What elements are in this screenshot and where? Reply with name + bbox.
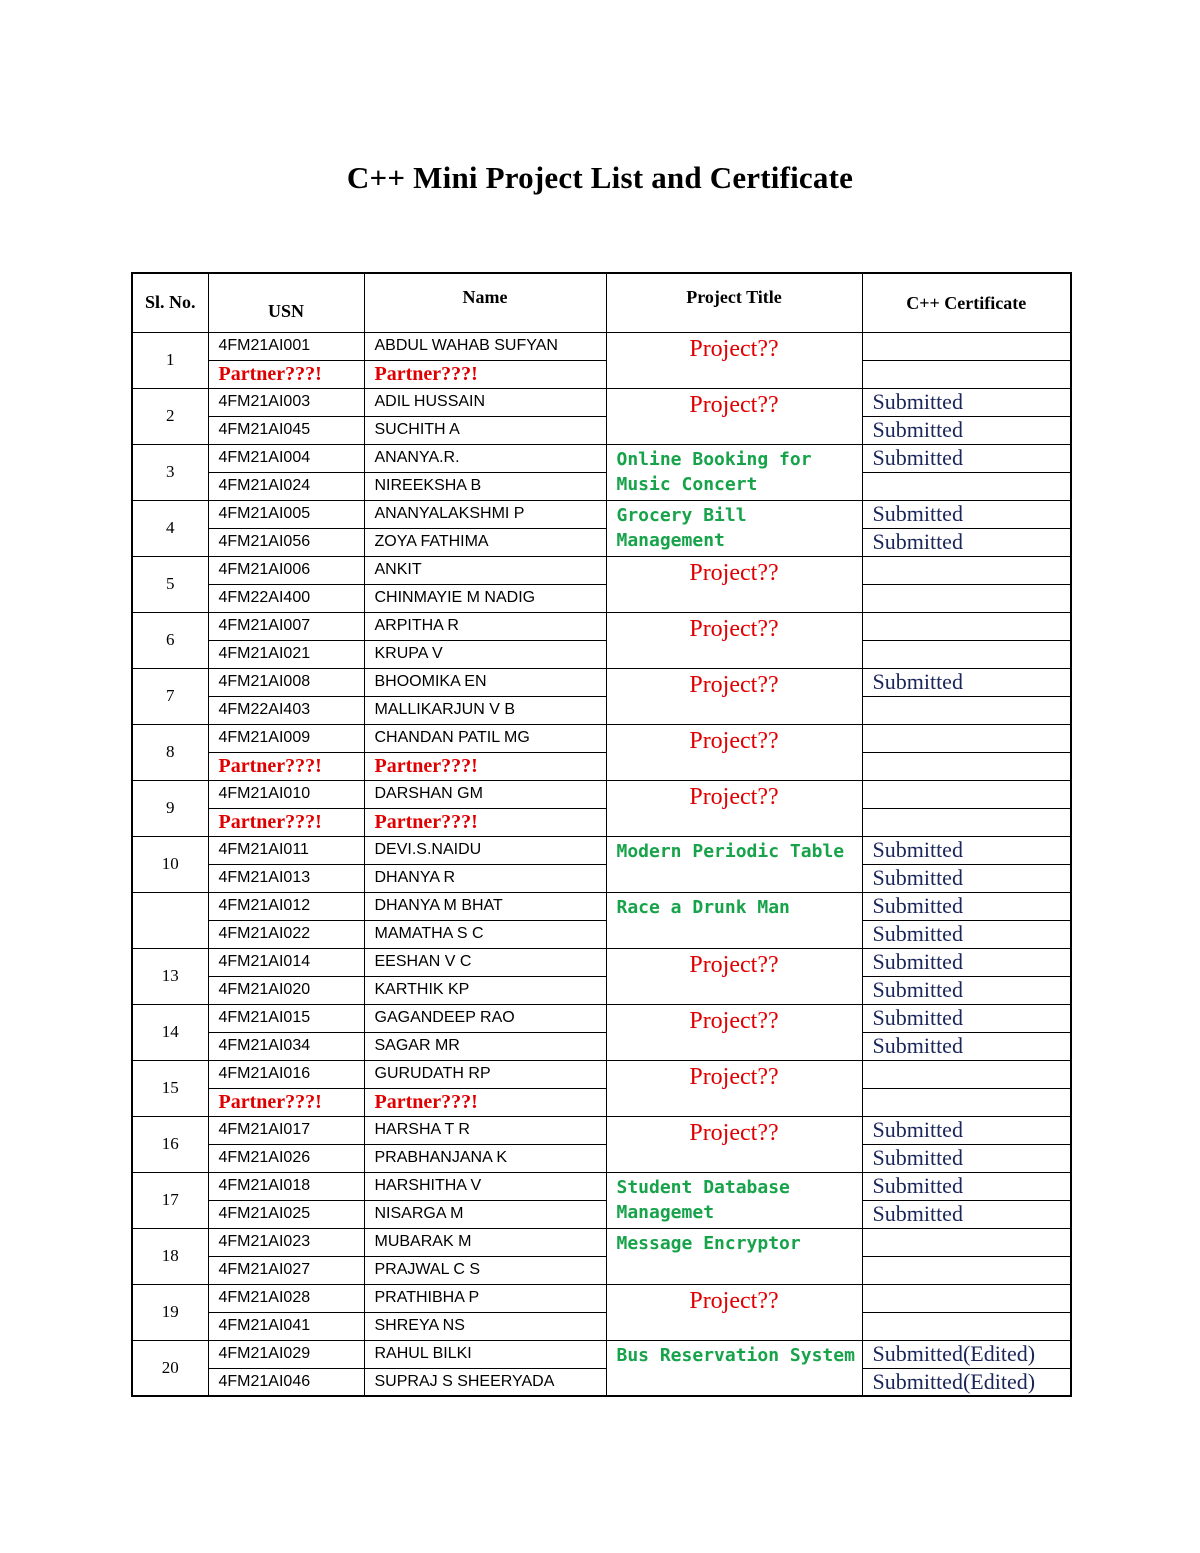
table-header-row [132, 273, 1071, 332]
project-title-cell [606, 612, 862, 668]
name-cell: SUCHITH A [364, 416, 606, 444]
project-title-cell [606, 724, 862, 780]
table-row [132, 444, 1071, 472]
table-row [132, 360, 1071, 388]
certificate-status-cell: Submitted(Edited) [862, 1340, 1071, 1368]
table-row [132, 1060, 1071, 1088]
name-cell: SHREYA NS [364, 1312, 606, 1340]
project-title-cell [606, 1060, 862, 1116]
table-row [132, 1312, 1071, 1340]
name-cell: DHANYA M BHAT [364, 892, 606, 920]
header-project-title: Project Title [606, 273, 862, 332]
project-missing-label: Project?? [689, 391, 779, 418]
name-cell: EESHAN V C [364, 948, 606, 976]
project-title-cell [606, 388, 862, 444]
name-cell: GURUDATH RP [364, 1060, 606, 1088]
usn-cell: 4FM21AI004 [208, 444, 364, 472]
sl-no-cell: 3 [132, 444, 208, 500]
usn-cell: 4FM21AI020 [208, 976, 364, 1004]
certificate-status-cell [862, 1088, 1071, 1116]
partner-missing-label: Partner???! [374, 754, 478, 777]
project-title-cell [606, 1284, 862, 1340]
certificate-status-cell [862, 1312, 1071, 1340]
name-cell: DARSHAN GM [364, 780, 606, 808]
partner-missing-usn [208, 360, 364, 388]
usn-cell: 4FM22AI403 [208, 696, 364, 724]
header-usn: USN [208, 273, 364, 332]
project-missing-label: Project?? [689, 783, 779, 810]
usn-cell: 4FM21AI022 [208, 920, 364, 948]
sl-no-cell: 6 [132, 612, 208, 668]
project-title-cell [606, 892, 862, 948]
usn-cell: 4FM21AI017 [208, 1116, 364, 1144]
table-row [132, 584, 1071, 612]
certificate-status-cell [862, 332, 1071, 360]
usn-cell: 4FM21AI029 [208, 1340, 364, 1368]
name-cell: MAMATHA S C [364, 920, 606, 948]
project-title: Student Database Managemet [616, 1176, 790, 1223]
certificate-status-cell: Submitted [862, 388, 1071, 416]
sl-no-cell: 5 [132, 556, 208, 612]
table-row [132, 1172, 1071, 1200]
usn-cell: 4FM21AI008 [208, 668, 364, 696]
usn-cell: 4FM21AI046 [208, 1368, 364, 1396]
table-row [132, 668, 1071, 696]
usn-cell: 4FM21AI010 [208, 780, 364, 808]
sl-no-cell: 16 [132, 1116, 208, 1172]
name-cell: ARPITHA R [364, 612, 606, 640]
certificate-status-cell [862, 556, 1071, 584]
name-cell: ANANYALAKSHMI P [364, 500, 606, 528]
usn-cell: 4FM21AI056 [208, 528, 364, 556]
sl-no-cell: 13 [132, 948, 208, 1004]
sl-no-cell: 17 [132, 1172, 208, 1228]
certificate-status-cell: Submitted [862, 976, 1071, 1004]
certificate-status-cell [862, 1284, 1071, 1312]
project-title-cell [606, 1340, 862, 1396]
table-row [132, 472, 1071, 500]
project-missing-label: Project?? [689, 1287, 779, 1314]
table-row [132, 892, 1071, 920]
project-title-cell [606, 444, 862, 500]
name-cell: DHANYA R [364, 864, 606, 892]
certificate-status-cell: Submitted [862, 1172, 1071, 1200]
name-cell: ADIL HUSSAIN [364, 388, 606, 416]
name-cell: CHANDAN PATIL MG [364, 724, 606, 752]
name-cell: SAGAR MR [364, 1032, 606, 1060]
usn-cell: 4FM21AI012 [208, 892, 364, 920]
certificate-status-cell: Submitted [862, 1116, 1071, 1144]
partner-missing-usn [208, 808, 364, 836]
project-missing-label: Project?? [689, 1007, 779, 1034]
usn-cell: 4FM21AI028 [208, 1284, 364, 1312]
table-row [132, 500, 1071, 528]
table-row [132, 864, 1071, 892]
partner-missing-label: Partner???! [218, 362, 322, 385]
certificate-status-cell: Submitted [862, 836, 1071, 864]
table-row [132, 836, 1071, 864]
project-title-cell [606, 1172, 862, 1228]
certificate-status-cell: Submitted [862, 1144, 1071, 1172]
partner-missing-label: Partner???! [218, 754, 322, 777]
table-row [132, 528, 1071, 556]
name-cell: PRABHANJANA K [364, 1144, 606, 1172]
sl-no-cell: 18 [132, 1228, 208, 1284]
partner-missing-label: Partner???! [218, 1090, 322, 1113]
name-cell: BHOOMIKA EN [364, 668, 606, 696]
certificate-status-cell: Submitted [862, 668, 1071, 696]
certificate-status-cell: Submitted(Edited) [862, 1368, 1071, 1396]
table-row [132, 1004, 1071, 1032]
certificate-status-cell [862, 472, 1071, 500]
name-cell: NIREEKSHA B [364, 472, 606, 500]
project-title-cell [606, 780, 862, 836]
project-missing-label: Project?? [689, 671, 779, 698]
table-row [132, 1228, 1071, 1256]
partner-missing-label: Partner???! [374, 810, 478, 833]
table-row [132, 696, 1071, 724]
usn-cell: 4FM21AI024 [208, 472, 364, 500]
usn-cell: 4FM21AI018 [208, 1172, 364, 1200]
table-row [132, 948, 1071, 976]
certificate-status-cell [862, 1060, 1071, 1088]
certificate-status-cell: Submitted [862, 864, 1071, 892]
usn-cell: 4FM21AI015 [208, 1004, 364, 1032]
name-cell: NISARGA M [364, 1200, 606, 1228]
project-title-cell [606, 500, 862, 556]
name-cell: ANKIT [364, 556, 606, 584]
certificate-status-cell: Submitted [862, 892, 1071, 920]
sl-no-cell: 8 [132, 724, 208, 780]
usn-cell: 4FM21AI041 [208, 1312, 364, 1340]
sl-no-cell: 1 [132, 332, 208, 388]
name-cell: KRUPA V [364, 640, 606, 668]
name-cell: PRATHIBHA P [364, 1284, 606, 1312]
name-cell: ABDUL WAHAB SUFYAN [364, 332, 606, 360]
certificate-status-cell [862, 640, 1071, 668]
name-cell: ZOYA FATHIMA [364, 528, 606, 556]
partner-missing-usn [208, 752, 364, 780]
usn-cell: 4FM21AI013 [208, 864, 364, 892]
partner-missing-label: Partner???! [218, 810, 322, 833]
project-missing-label: Project?? [689, 559, 779, 586]
table-row [132, 1116, 1071, 1144]
usn-cell: 4FM21AI009 [208, 724, 364, 752]
table-row [132, 1340, 1071, 1368]
name-cell: MUBARAK M [364, 1228, 606, 1256]
usn-cell: 4FM21AI005 [208, 500, 364, 528]
certificate-status-cell: Submitted [862, 1200, 1071, 1228]
usn-cell: 4FM21AI016 [208, 1060, 364, 1088]
table-row [132, 920, 1071, 948]
sl-no-cell [132, 892, 208, 948]
sl-no-cell: 19 [132, 1284, 208, 1340]
name-cell: RAHUL BILKI [364, 1340, 606, 1368]
project-title: Race a Drunk Man [616, 896, 790, 918]
certificate-status-cell [862, 612, 1071, 640]
usn-cell: 4FM21AI014 [208, 948, 364, 976]
project-title-cell [606, 1004, 862, 1060]
table-row [132, 416, 1071, 444]
usn-cell: 4FM21AI045 [208, 416, 364, 444]
certificate-status-cell [862, 1256, 1071, 1284]
partner-missing-name [364, 360, 606, 388]
sl-no-cell: 10 [132, 836, 208, 892]
name-cell: PRAJWAL C S [364, 1256, 606, 1284]
sl-no-cell: 9 [132, 780, 208, 836]
header-certificate: C++ Certificate [862, 273, 1071, 332]
certificate-status-cell: Submitted [862, 1004, 1071, 1032]
project-missing-label: Project?? [689, 1063, 779, 1090]
name-cell: DEVI.S.NAIDU [364, 836, 606, 864]
table-row [132, 640, 1071, 668]
project-missing-label: Project?? [689, 727, 779, 754]
partner-missing-name [364, 808, 606, 836]
table-row [132, 1368, 1071, 1396]
table-row [132, 332, 1071, 360]
name-cell: HARSHA T R [364, 1116, 606, 1144]
certificate-status-cell: Submitted [862, 528, 1071, 556]
table-row [132, 556, 1071, 584]
usn-cell: 4FM22AI400 [208, 584, 364, 612]
sl-no-cell: 15 [132, 1060, 208, 1116]
project-title: Grocery Bill Management [616, 504, 747, 551]
project-title-cell [606, 332, 862, 388]
certificate-status-cell: Submitted [862, 444, 1071, 472]
header-name: Name [364, 273, 606, 332]
name-cell: MALLIKARJUN V B [364, 696, 606, 724]
project-table [131, 272, 1072, 1397]
usn-cell: 4FM21AI007 [208, 612, 364, 640]
sl-no-cell: 14 [132, 1004, 208, 1060]
usn-cell: 4FM21AI021 [208, 640, 364, 668]
project-title-cell [606, 1116, 862, 1172]
table-row [132, 612, 1071, 640]
name-cell: KARTHIK KP [364, 976, 606, 1004]
sl-no-cell: 2 [132, 388, 208, 444]
usn-cell: 4FM21AI034 [208, 1032, 364, 1060]
project-missing-label: Project?? [689, 615, 779, 642]
name-cell: CHINMAYIE M NADIG [364, 584, 606, 612]
table-row [132, 388, 1071, 416]
table-row [132, 1284, 1071, 1312]
certificate-status-cell: Submitted [862, 500, 1071, 528]
sl-no-cell: 4 [132, 500, 208, 556]
project-title: Modern Periodic Table [616, 840, 845, 862]
usn-cell: 4FM21AI026 [208, 1144, 364, 1172]
sl-no-cell: 20 [132, 1340, 208, 1396]
certificate-status-cell [862, 780, 1071, 808]
partner-missing-label: Partner???! [374, 362, 478, 385]
certificate-status-cell [862, 1228, 1071, 1256]
usn-cell: 4FM21AI023 [208, 1228, 364, 1256]
usn-cell: 4FM21AI027 [208, 1256, 364, 1284]
table-row [132, 1088, 1071, 1116]
table-row [132, 1032, 1071, 1060]
table-row [132, 752, 1071, 780]
project-title: Bus Reservation System [616, 1344, 855, 1366]
partner-missing-usn [208, 1088, 364, 1116]
certificate-status-cell [862, 752, 1071, 780]
table-row [132, 976, 1071, 1004]
table-body [132, 332, 1071, 1396]
sl-no-cell: 7 [132, 668, 208, 724]
name-cell: ANANYA.R. [364, 444, 606, 472]
usn-cell: 4FM21AI025 [208, 1200, 364, 1228]
project-missing-label: Project?? [689, 1119, 779, 1146]
project-title-cell [606, 836, 862, 892]
project-title-cell [606, 948, 862, 1004]
certificate-status-cell [862, 724, 1071, 752]
project-title-cell [606, 1228, 862, 1284]
certificate-status-cell: Submitted [862, 416, 1071, 444]
certificate-status-cell [862, 360, 1071, 388]
certificate-status-cell: Submitted [862, 920, 1071, 948]
certificate-status-cell [862, 584, 1071, 612]
certificate-status-cell: Submitted [862, 1032, 1071, 1060]
project-missing-label: Project?? [689, 951, 779, 978]
partner-missing-name [364, 752, 606, 780]
project-title-cell [606, 556, 862, 612]
certificate-status-cell [862, 696, 1071, 724]
table-row [132, 1256, 1071, 1284]
table-row [132, 808, 1071, 836]
partner-missing-label: Partner???! [374, 1090, 478, 1113]
project-title: Online Booking for Music Concert [616, 448, 812, 495]
usn-cell: 4FM21AI006 [208, 556, 364, 584]
table-row [132, 1144, 1071, 1172]
header-sl-no: Sl. No. [132, 273, 208, 332]
name-cell: GAGANDEEP RAO [364, 1004, 606, 1032]
project-missing-label: Project?? [689, 335, 779, 362]
usn-cell: 4FM21AI001 [208, 332, 364, 360]
usn-cell: 4FM21AI003 [208, 388, 364, 416]
name-cell: HARSHITHA V [364, 1172, 606, 1200]
project-title: Message Encryptor [616, 1232, 801, 1254]
certificate-status-cell: Submitted [862, 948, 1071, 976]
project-title-cell [606, 668, 862, 724]
certificate-status-cell [862, 808, 1071, 836]
page-title: C++ Mini Project List and Certificate [346, 160, 854, 195]
usn-cell: 4FM21AI011 [208, 836, 364, 864]
table-row [132, 724, 1071, 752]
name-cell: SUPRAJ S SHEERYADA [364, 1368, 606, 1396]
table-row [132, 780, 1071, 808]
table-row [132, 1200, 1071, 1228]
partner-missing-name [364, 1088, 606, 1116]
